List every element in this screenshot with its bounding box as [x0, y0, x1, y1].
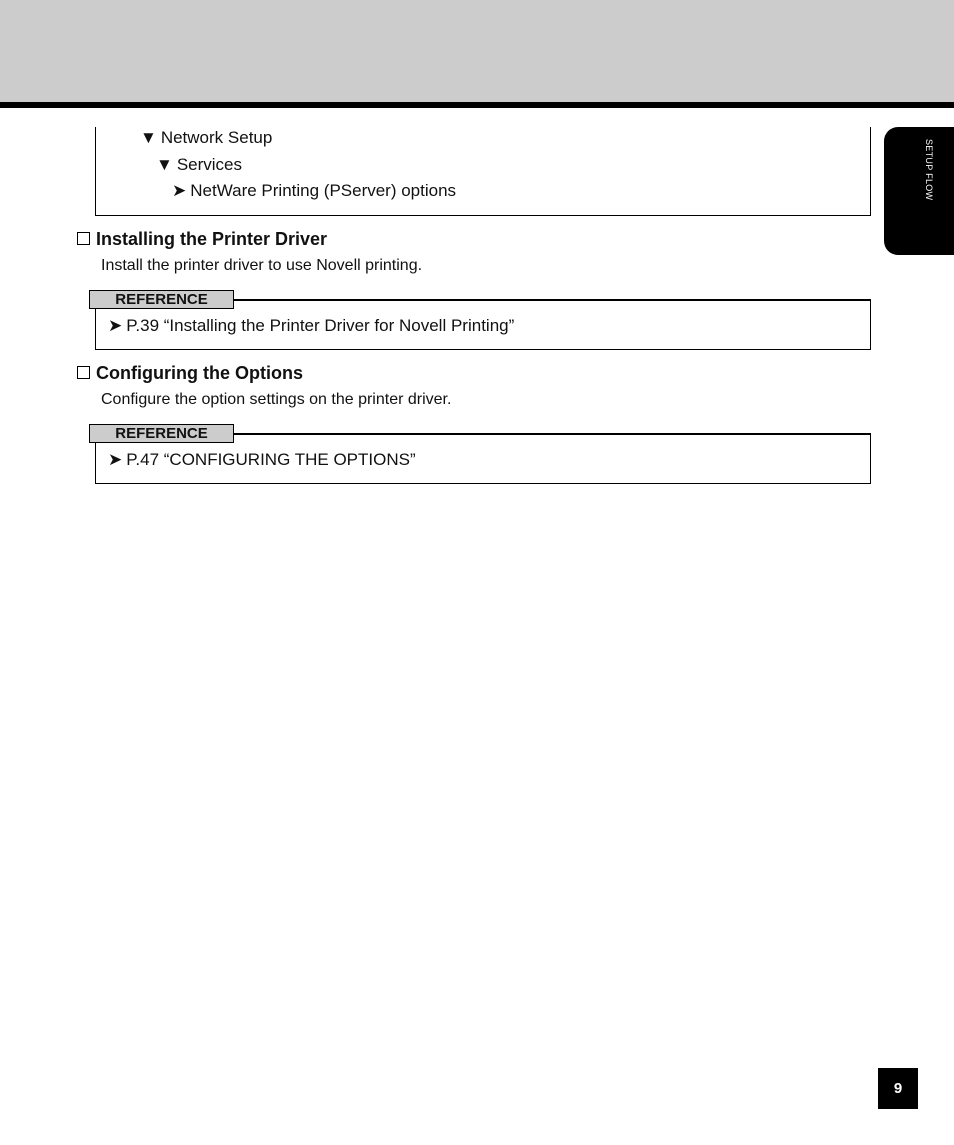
page-number: 9	[878, 1068, 918, 1109]
header-band	[0, 0, 954, 102]
arrow-right-icon: ➤	[108, 450, 123, 469]
path-line-services	[156, 155, 242, 175]
checkbox-icon	[77, 232, 90, 245]
path-line-network-setup	[140, 128, 272, 148]
section-heading-installing-driver	[77, 228, 327, 250]
section-heading-configuring-options	[77, 362, 303, 384]
reference-line	[108, 450, 416, 470]
section-body-installing-driver: Install the printer driver to use Novell printing.	[101, 257, 423, 274]
chapter-tab	[884, 127, 954, 255]
triangle-down-icon: ▼	[140, 128, 157, 147]
triangle-down-icon: ▼	[156, 155, 173, 174]
chapter-tab-label: SETUP FLOW	[924, 139, 934, 201]
path-line-text: Network Setup	[160, 128, 273, 147]
reference-link-text: P.39 “Installing the Printer Driver for Novell Printing”	[126, 316, 515, 335]
section-heading-text: Configuring the Options	[96, 363, 303, 383]
reference-label: REFERENCE	[89, 424, 234, 443]
section-heading-text: Installing the Printer Driver	[96, 229, 328, 249]
path-line-text: NetWare Printing (PServer) options	[190, 181, 457, 200]
arrow-right-icon: ➤	[108, 316, 123, 335]
menu-path-box	[95, 127, 871, 216]
arrow-right-icon: ➤	[172, 181, 187, 200]
section-body-configuring-options: Configure the option settings on the printer driver.	[101, 391, 452, 408]
path-line-netware-options	[172, 181, 456, 201]
checkbox-icon	[77, 366, 90, 379]
reference-link-text: P.47 “CONFIGURING THE OPTIONS”	[126, 450, 416, 469]
reference-line	[108, 316, 514, 336]
path-line-text: Services	[176, 155, 243, 174]
reference-label: REFERENCE	[89, 290, 234, 309]
header-rule	[0, 102, 954, 108]
